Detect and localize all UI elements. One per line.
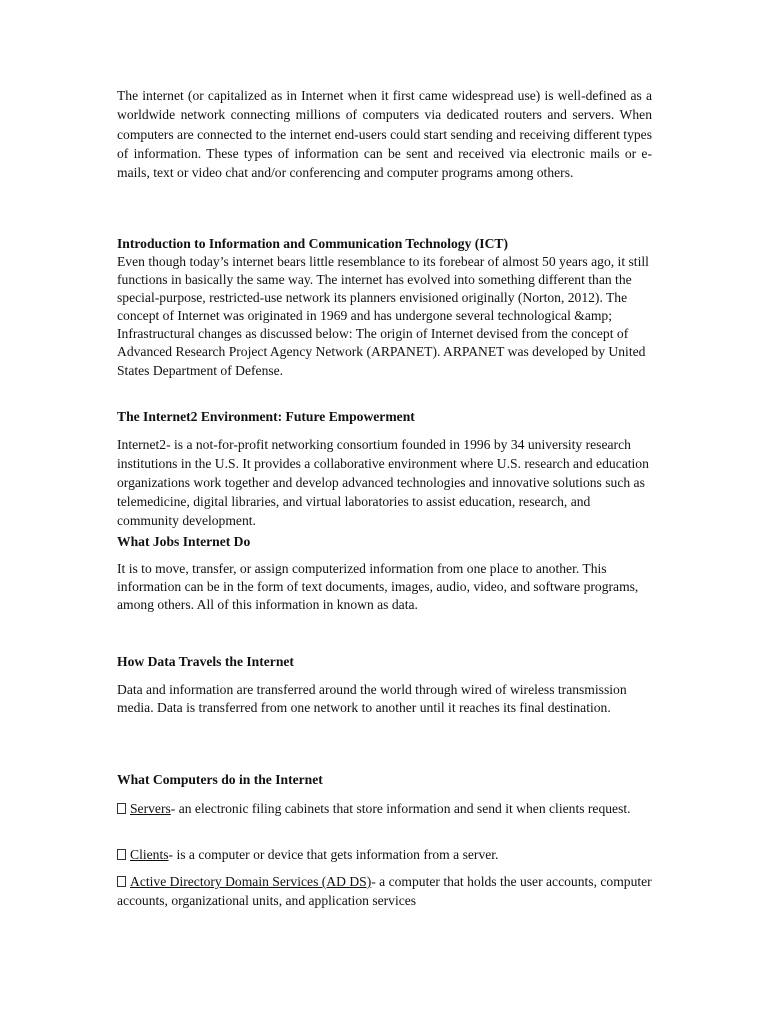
section-heading-internet2: The Internet2 Environment: Future Empowerment [117,409,415,424]
section-heading-ict: Introduction to Information and Communication Technology (ICT) [117,236,508,251]
bullet-term: Clients [130,847,169,862]
bullet-ad-ds [117,873,652,910]
section-heading-computers: What Computers do in the Internet [117,772,323,787]
bullet-text: - an electronic filing cabinets that store information and send it when clients request. [170,801,631,816]
section-heading-jobs: What Jobs Internet Do [117,534,251,549]
section-heading-data-travel: How Data Travels the Internet [117,654,294,669]
section-body-jobs: It is to move, transfer, or assign computerized information from one place to another. This information can be in the form of text documents, images, audio, video, and software programs, among others. All of this information in known as data. [117,561,639,613]
section-body-data-travel: Data and information are transferred around the world through wired of wireless transmission media. Data is transferred from one network to another until it reaches its final destination. [117,682,627,716]
bullet-servers [117,800,652,819]
bullet-term: Active Directory Domain Services (AD DS) [130,874,372,889]
section-body-internet2: Internet2- is a not-for-profit networking consortium founded in 1996 by 34 university research institutions in the U.S. It provides a collaborative environment where U.S. research and education organizations work together and develop advanced technologies and innovative solutions such as telemedicine, digital libraries, and virtual laboratories to assist education, research, and community development. [117,437,649,528]
bullet-box-icon [117,876,126,887]
bullet-text: - is a computer or device that gets information from a server. [168,847,499,862]
intro-paragraph: The internet (or capitalized as in Internet when it first came widespread use) is well-defined as a worldwide network connecting millions of computers via dedicated routers and servers. When computers are connected to the internet end-users could start sending and receiving different types of information. These types of information can be sent and received via electronic mails or e-mails, text or video chat and/or conferencing and computer programs among others. [117,88,652,181]
section-body-ict: Even though today’s internet bears little resemblance to its forebear of almost 50 years ago, it still functions in basically the same way. The internet has evolved into something different than the special-purpose, restricted-use network its planners envisioned originally (Norton, 2012). The concept of Internet was originated in 1969 and has undergone several technological &amp; Infrastructural changes as discussed below: The origin of Internet devised from the concept of Advanced Research Project Agency Network (ARPANET). ARPANET was developed by United States Department of Defense. [117,254,649,378]
bullet-term: Servers [130,801,171,816]
bullet-text: - a computer that holds the user accounts, computer accounts, organizational units, and application services [117,874,652,908]
bullet-clients [117,846,652,865]
bullet-box-icon [117,803,126,814]
bullet-box-icon [117,849,126,860]
